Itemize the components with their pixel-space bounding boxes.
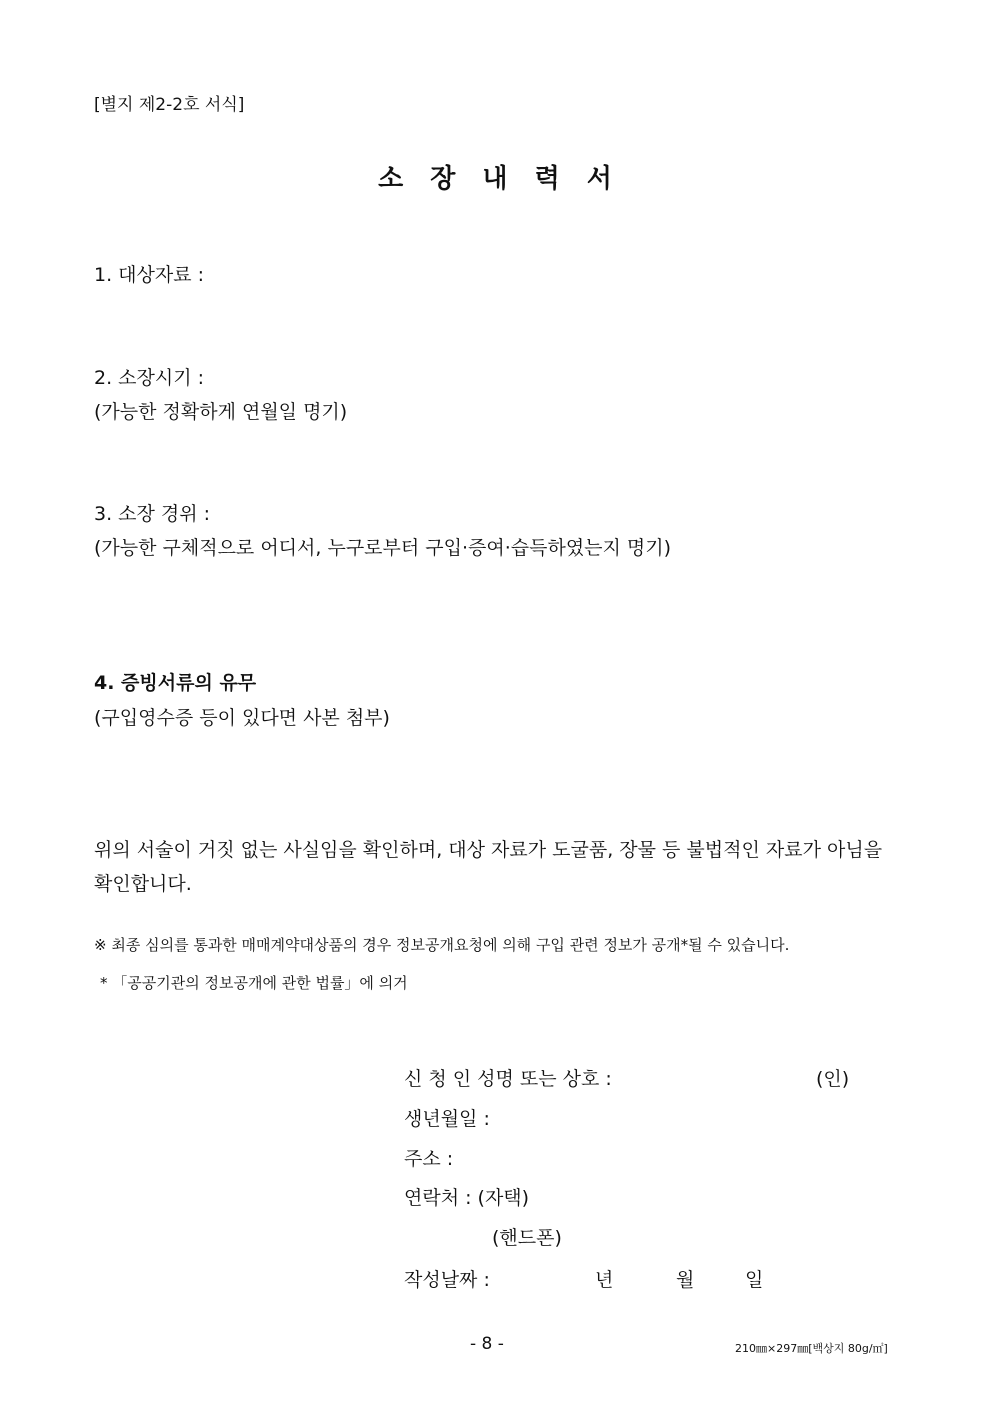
address-label: 주소 :	[404, 1148, 454, 1170]
birth-date-label: 생년월일 :	[404, 1108, 490, 1130]
section-4-heading: 4. 증빙서류의 유무	[94, 672, 257, 694]
page-number: - 8 -	[470, 1334, 504, 1354]
contact-home-label: 연락처 : (자택)	[404, 1187, 530, 1209]
section-1-heading: 1. 대상자료 :	[94, 264, 205, 286]
section-2-note: (가능한 정확하게 연월일 명기)	[94, 401, 348, 423]
seal-mark: (인)	[816, 1068, 850, 1090]
section-4-note: (구입영수증 등이 있다면 사본 첨부)	[94, 707, 390, 729]
paper-spec: 210㎜×297㎜[백상지 80g/㎡]	[735, 1342, 888, 1355]
form-number-label: [별지 제2-2호 서식]	[94, 95, 245, 115]
date-year-label: 년	[595, 1269, 614, 1291]
applicant-name-label: 신 청 인 성명 또는 상호 :	[404, 1068, 612, 1090]
confirmation-statement: 위의 서술이 거짓 없는 사실임을 확인하며, 대상 자료가 도굴품, 장물 등 불법적인 자료가 아님을 확인합니다.	[94, 839, 883, 895]
document-title-text: 소 장 내 력 서	[378, 164, 614, 194]
written-date-label: 작성날짜 :	[404, 1269, 490, 1291]
date-day-label: 일	[745, 1269, 764, 1291]
date-month-label: 월	[676, 1269, 695, 1291]
section-3-heading: 3. 소장 경위 :	[94, 503, 211, 525]
section-3-note: (가능한 구체적으로 어디서, 누구로부터 구입·증여·습득하였는지 명기)	[94, 537, 672, 559]
disclosure-notice: ※ 최종 심의를 통과한 매매계약대상품의 경우 정보공개요청에 의해 구입 관련 정보가 공개*될 수 있습니다.	[94, 936, 790, 954]
contact-mobile-label: (핸드폰)	[492, 1227, 562, 1249]
disclosure-legal-basis: * 「공공기관의 정보공개에 관한 법률」에 의거	[100, 974, 408, 992]
section-2-heading: 2. 소장시기 :	[94, 367, 205, 389]
document-title	[0, 158, 992, 195]
